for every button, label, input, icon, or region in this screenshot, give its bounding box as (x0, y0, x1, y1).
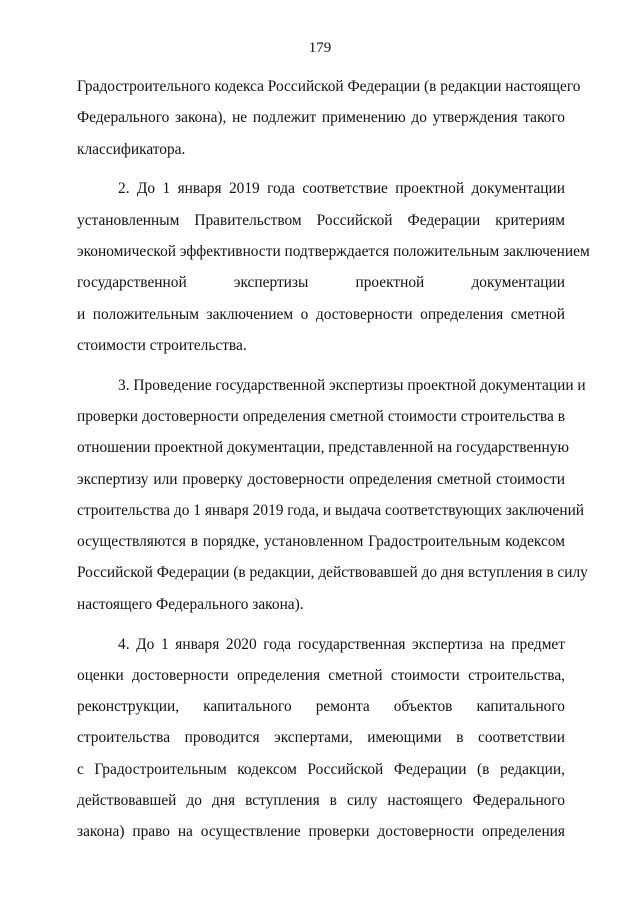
paragraph-gap (77, 361, 565, 370)
text-line: проверки достоверности определения сметной стоимости строительства в (77, 407, 565, 425)
paragraph-gap (77, 165, 565, 174)
text-line: оценки достоверности определения сметной стоимости строительства, (77, 666, 565, 684)
paragraph-continuation (77, 71, 581, 165)
text-line: осуществляются в порядке, установленном Градостроительным кодексом (77, 533, 565, 551)
body-text (77, 71, 590, 848)
text-line: Федерального закона), не подлежит применению до утверждения такого (77, 109, 565, 127)
text-line: строительства проводится экспертами, имеющими в соответствии (77, 729, 565, 747)
text-line: строительства до 1 января 2019 года, и выдача соответствующих заключений (77, 501, 585, 519)
text-line: настоящего Федерального закона). (77, 595, 304, 613)
paragraph-gap (77, 620, 565, 629)
paragraph-item-2 (77, 173, 590, 361)
text-line: с Градостроительным кодексом Российской Федерации (в редакции, (77, 760, 565, 778)
text-line: установленным Правительством Российской Федерации критериям (77, 211, 565, 229)
text-line: экспертизу или проверку достоверности определения сметной стоимости (77, 470, 565, 488)
text-line: государственной экспертизы проектной документации (77, 274, 565, 292)
text-line: закона) право на осуществление проверки достоверности определения (77, 823, 565, 841)
text-line: отношении проектной документации, представленной на государственную (77, 439, 569, 457)
page-number: 179 (308, 40, 332, 56)
text-line: реконструкции, капитального ремонта объектов капитального (77, 698, 565, 716)
paragraph-item-3 (77, 370, 588, 620)
paragraph-item-4 (77, 629, 565, 848)
text-line: 4. До 1 января 2020 года государственная экспертиза на предмет (118, 635, 565, 653)
text-line: 3. Проведение государственной экспертизы проектной документации и (118, 376, 586, 394)
text-line: классификатора. (77, 140, 186, 158)
text-line: экономической эффективности подтверждается положительным заключением (77, 242, 590, 260)
text-line: действовавшей до дня вступления в силу настоящего Федерального (77, 792, 565, 810)
text-line: 2. До 1 января 2019 года соответствие проектной документации (118, 180, 565, 198)
text-line: Российской Федерации (в редакции, действовавшей до дня вступления в силу (77, 564, 588, 582)
text-line: стоимости строительства. (77, 336, 247, 354)
text-line: Градостроительного кодекса Российской Федерации (в редакции настоящего (77, 78, 581, 95)
text-line: и положительным заключением о достоверности определения сметной (77, 305, 565, 323)
